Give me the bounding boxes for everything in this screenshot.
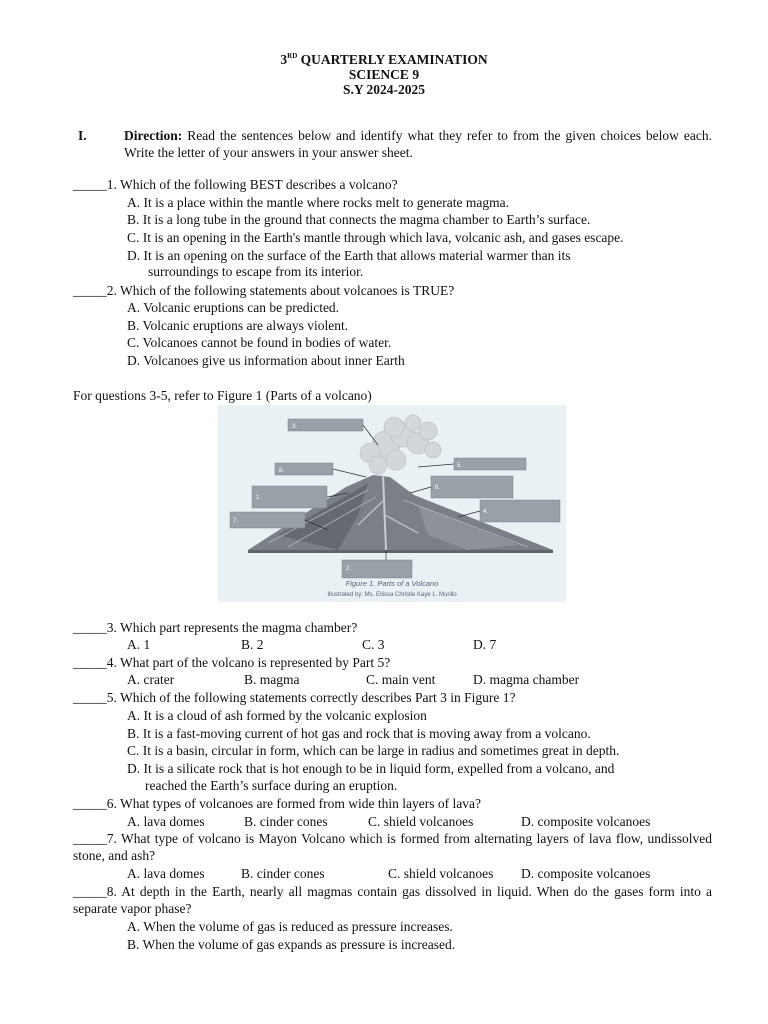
q1-choice-d-cont: surroundings to escape from its interior. <box>148 264 364 279</box>
section-number: I. <box>78 128 87 143</box>
q7-choice-b: B. cinder cones <box>241 866 325 881</box>
q3-choice-a: A. 1 <box>127 637 151 652</box>
question-6-stem: 6. What types of volcanoes are formed from wide thin layers of lava? <box>106 796 481 811</box>
q1-choice-c: C. It is an opening in the Earth's mantle through which lava, volcanic ash, and gases escape. <box>127 230 624 245</box>
question-1 <box>73 177 398 193</box>
q6-choice-d: D. composite volcanoes <box>521 814 651 829</box>
q2-choice-d: D. Volcanoes give us information about inner Earth <box>127 353 405 368</box>
answer-blank: _____ <box>73 177 107 192</box>
q6-choice-b: B. cinder cones <box>244 814 328 829</box>
exam-subject: SCIENCE 9 <box>348 67 420 82</box>
figure-label-1: 1. <box>256 495 262 501</box>
q7-choice-d: D. composite volcanoes <box>521 866 651 881</box>
question-2 <box>73 283 454 299</box>
question-8-stem: 8. At depth in the Earth, nearly all magmas contain gas dissolved in liquid. When do the gases form into a separate vapor phase? <box>73 884 712 916</box>
figure-label-8: 8. <box>279 468 285 474</box>
question-7-stem: 7. What type of volcano is Mayon Volcano which is formed from alternating layers of lava flow, undissolved stone, and ash? <box>73 831 712 863</box>
answer-blank: _____ <box>73 690 107 705</box>
q4-choice-b: B. magma <box>244 672 300 687</box>
q4-choice-d: D. magma chamber <box>473 672 580 687</box>
q5-choice-d: D. It is a silicate rock that is hot enough to be in liquid form, expelled from a volcano, and <box>127 761 615 776</box>
exam-title-sup: RD <box>287 52 298 60</box>
figure-credit: Illustrated by: Ms. Ellissa Christie Kaye L. Murillo <box>327 592 457 598</box>
question-4 <box>73 655 390 671</box>
q7-choice-c: C. shield volcanoes <box>388 866 494 881</box>
figure-caption: Figure 1. Parts of a Volcano <box>345 579 439 588</box>
q1-choice-d: D. It is an opening on the surface of the Earth that allows material warmer than its <box>127 248 571 263</box>
answer-blank: _____ <box>73 884 107 899</box>
q3-choice-b: B. 2 <box>241 637 264 652</box>
exam-title <box>0 52 768 67</box>
label-box-4 <box>480 500 560 522</box>
volcano-figure <box>218 405 566 602</box>
answer-blank: _____ <box>73 831 107 846</box>
q6-choice-a: A. lava domes <box>127 814 205 829</box>
q5-choice-a: A. It is a cloud of ash formed by the volcanic explosion <box>127 708 427 723</box>
q4-choice-c: C. main vent <box>366 672 436 687</box>
answer-blank: _____ <box>73 655 107 670</box>
label-box-7 <box>230 512 305 528</box>
q8-choice-b: B. When the volume of gas expands as pressure is increased. <box>127 937 456 952</box>
question-3 <box>73 620 357 636</box>
question-3-stem: 3. Which part represents the magma chamber? <box>106 620 358 635</box>
q1-choice-a: A. It is a place within the mantle where rocks melt to generate magma. <box>127 195 509 210</box>
q2-choice-c: C. Volcanoes cannot be found in bodies of water. <box>127 335 392 350</box>
q2-choice-a: A. Volcanic eruptions can be predicted. <box>127 300 340 315</box>
figure-label-3: 3. <box>292 424 298 430</box>
label-box-3 <box>288 419 363 431</box>
question-5 <box>73 690 516 706</box>
q1-choice-b: B. It is a long tube in the ground that connects the magma chamber to Earth’s surface. <box>127 212 591 227</box>
answer-blank: _____ <box>73 620 107 635</box>
question-7 <box>73 831 712 864</box>
q5-choice-d-cont: reached the Earth’s surface during an eruption. <box>145 778 398 793</box>
q6-choice-c: C. shield volcanoes <box>368 814 474 829</box>
label-box-5 <box>454 458 526 470</box>
figure-reference: For questions 3-5, refer to Figure 1 (Parts of a volcano) <box>73 388 372 403</box>
answer-blank: _____ <box>73 796 107 811</box>
q2-choice-b: B. Volcanic eruptions are always violent. <box>127 318 349 333</box>
question-1-stem: 1. Which of the following BEST describes a volcano? <box>106 177 398 192</box>
question-2-stem: 2. Which of the following statements about volcanoes is TRUE? <box>106 283 455 298</box>
question-6 <box>73 796 481 812</box>
direction-text: Read the sentences below and identify what they refer to from the given choices below each. Write the letter of your answers in your answer sheet. <box>124 128 712 160</box>
q3-choice-c: C. 3 <box>362 637 385 652</box>
figure-label-5: 5. <box>457 463 463 469</box>
figure-label-4: 4. <box>483 509 489 515</box>
school-year: S.Y 2024-2025 <box>342 82 425 97</box>
direction-label: Direction: <box>124 128 183 143</box>
q5-choice-b: B. It is a fast-moving current of hot gas and rock that is moving away from a volcano. <box>127 726 591 741</box>
answer-blank: _____ <box>73 283 107 298</box>
section-direction <box>124 128 712 161</box>
figure-label-2: 2. <box>346 566 352 572</box>
exam-title-rest: QUARTERLY EXAMINATION <box>297 52 488 67</box>
q3-choice-d: D. 7 <box>473 637 497 652</box>
q5-choice-c: C. It is a basin, circular in form, which can be large in radius and sometimes great in depth. <box>127 743 620 758</box>
question-8 <box>73 884 712 917</box>
question-4-stem: 4. What part of the volcano is represented by Part 5? <box>106 655 391 670</box>
question-5-stem: 5. Which of the following statements correctly describes Part 3 in Figure 1? <box>106 690 516 705</box>
label-box-2 <box>342 560 412 578</box>
exam-title-prefix: 3 <box>280 52 288 67</box>
figure-label-6: 6. <box>435 485 441 491</box>
q7-choice-a: A. lava domes <box>127 866 205 881</box>
label-box-6 <box>431 476 513 498</box>
q4-choice-a: A. crater <box>127 672 175 687</box>
q8-choice-a: A. When the volume of gas is reduced as pressure increases. <box>127 919 453 934</box>
figure-label-7: 7. <box>233 518 239 524</box>
label-box-1 <box>252 486 327 508</box>
